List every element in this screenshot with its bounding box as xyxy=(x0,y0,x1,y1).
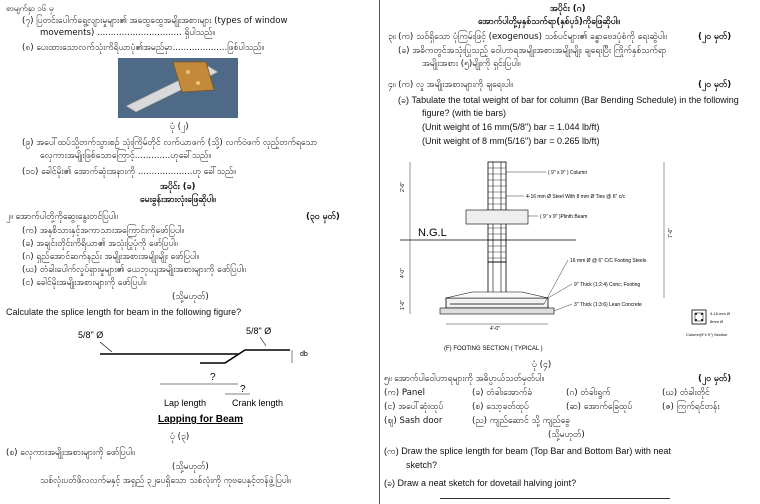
leader-line xyxy=(100,342,112,352)
figure-title: Lapping for Beam xyxy=(158,414,244,425)
question-text: အမျိုးအစား (၅)မျိုးကို ရှင်းပြပါ။ xyxy=(422,59,521,69)
figure-caption: ပုံ (၂) xyxy=(170,122,189,132)
question-text: (၁၀) ခေါင်မိုး၏ အောက်ဆုံးအနားကို ....................ဟု ခေါ်သည်။ xyxy=(22,167,236,177)
question-text: ၃။ (က) သဝ်ရှိသော ပုံကြမ်းဖြင့် (exogenous) သစ်ပင်များ၏ ခန္ဓာဗေဒပုံစံကို ရေးဆွဲပါ။ xyxy=(388,32,667,42)
dimension-label: 4'-0" xyxy=(490,326,500,332)
question-text: (Unit weight of 8 mm(5/16") bar = 0.265 lb/ft) xyxy=(422,136,600,146)
page-number: စာမျက်နှာ ၁၆ မှ xyxy=(6,4,54,13)
figure-caption: ပုံ (၃) xyxy=(170,432,190,442)
lap-length-label: Lap length xyxy=(164,398,207,408)
unknown-mark: ? xyxy=(240,384,246,395)
bar-dot xyxy=(701,313,703,315)
list-item: (ဂ) ရှည်အောင်ဆက်နည်း အမျိုးအစားအမျိုးမျိုး ဖော်ပြပါ။ xyxy=(22,252,199,262)
footing-section-figure xyxy=(396,158,756,360)
figure-title: (F) FOOTING SECTION ( TYPICAL ) xyxy=(444,346,543,352)
lapping-figure xyxy=(60,326,330,426)
right-column xyxy=(380,0,760,504)
section-title: Column(9"x 9") Section xyxy=(686,332,728,337)
question-text: (Unit weight of 16 mm(5/8") bar = 1.044 lb/ft) xyxy=(422,122,600,132)
question-text: (၇) ပြတင်းပေါက်ရွေ့လျားမှုများ၏ အထွေထွေအမျိုးအစားများ (types of window xyxy=(22,16,288,26)
question-text: Calculate the splice length for beam in the following figure? xyxy=(6,307,242,317)
section-instruction: အောက်ပါတို့မှနှစ်သက်ရာ(နှစ်ပုဒ်)ကိုဖြေဆိုပါ။ xyxy=(478,17,620,27)
dimension-label: 7'-6" xyxy=(668,228,674,238)
question-text: sketch? xyxy=(406,460,438,470)
column-section xyxy=(692,310,706,324)
term-item: (ည) ကျည်ဆောင် သို့ ကျည်ခွေ xyxy=(472,416,570,426)
bar-diameter-label: 5/8" Ø xyxy=(246,326,272,336)
term-item: (ဆ) အောက်ခြေထုပ် xyxy=(566,402,633,412)
question-text: movements) ............................... ရှိပါသည်။ xyxy=(40,28,215,38)
leader-line xyxy=(548,284,572,298)
lean-conc-label: 3" Thick (1:3:6) Lean Concrete xyxy=(574,302,642,308)
end-rule xyxy=(440,498,670,499)
term-item: (ဈ) Sash door xyxy=(384,416,443,426)
list-item: (ဃ) တံခါးပေါက်လှုပ်ရှားမှုများ၏ ယေဘုယျအမျိုးအစားများကို ဖော်ပြပါ။ xyxy=(22,265,246,275)
section-tie-label: 8mm Ø xyxy=(710,319,724,324)
list-item: (က) အနုစိသားနှင့်အကာသားအကြောင်းကိုဖော်ပြပါ။ xyxy=(22,226,185,236)
dimension-label: 4'-0" xyxy=(400,268,406,278)
question-text: (ခ) Tabulate the total weight of bar for column (Bar Bending Schedule) in the following xyxy=(398,95,739,105)
question-text: (၉) အပေါ်ထပ်သို့တက်သွားစဉ် သုံးကြိမ်တိုင် လက်ယာဖက် (သို့) လက်ဝဲဖက် လှည့်တက်ရသော xyxy=(22,138,318,148)
list-item: (င) ခေါင်မိုးအမျိုးအစားများကို ဖော်ပြပါ။ xyxy=(22,278,147,288)
rivet-icon xyxy=(186,70,190,74)
term-item: (ဃ) တံခါးတိုင် xyxy=(662,388,710,398)
leader-line xyxy=(554,304,572,311)
or-label: (သို့မဟုတ်) xyxy=(548,430,585,440)
column-label: ( 9" x 9" ) Column xyxy=(548,170,588,176)
question-text: ၄။ (က) လှု အမျိုးအစားများကို ချရေးပါ။ xyxy=(388,80,513,90)
lean-concrete xyxy=(440,308,554,314)
bar-dot xyxy=(695,313,697,315)
dimension-label: 2'-6" xyxy=(400,182,406,192)
plinth-label: ( 9" x 9" )Plinth Beam xyxy=(540,214,588,220)
footing-slope xyxy=(446,292,548,298)
db-label: db xyxy=(300,351,308,358)
or-label: (သို့မဟုတ်) xyxy=(172,292,209,302)
section-title: အပိုင်း (ခ) xyxy=(160,182,196,192)
term-item: (င) အပေါ်ဆုံးထုပ် xyxy=(384,402,444,412)
bar-diameter-label: 5/8" Ø xyxy=(78,330,104,340)
question-heading: ၂။ အောက်ပါတို့ကိုဆွေးနွေးတင်ပြပါ။ xyxy=(6,212,118,222)
term-item: (ဂ) တံခါးရွက် xyxy=(566,388,611,398)
marks-label: (၂၀ မှတ်) xyxy=(698,80,732,90)
section-title: အပိုင်း (ဂ) xyxy=(550,4,586,14)
list-item: (ခ) အချင်းတိုင်းကိရိယာ၏ အသုံးပြုပုံကို ဖော်ပြပါ။ xyxy=(22,239,178,249)
rebar-right-cranked xyxy=(200,350,290,363)
footing-steel-label: 16 mm Ø @ 6" C/C Footing Steels xyxy=(570,258,647,264)
marks-label: (၃၀ မှတ်) xyxy=(306,212,340,222)
term-item: (ခ) တံခါးအောက်ခံ xyxy=(472,388,533,398)
bar-dot xyxy=(695,319,697,321)
question-text: (စ) လှေကားအမျိုးအစားများကို ဖော်ပြပါ။ xyxy=(6,448,135,458)
rivet-icon xyxy=(196,81,200,85)
marks-label: (၂၀ မှတ်) xyxy=(698,374,732,384)
question-heading: ၅။ အောက်ပါဝေါဟာရများကို အဓိပ္ပာယ်သတ်မှတ်ပါ။ xyxy=(384,374,545,384)
plinth-beam xyxy=(466,210,528,224)
term-item: (ဇ) ကြက်ရင်တန်း xyxy=(662,402,720,412)
question-text: သစ်လုံးပတ်ဖိလလက်မနှင့် အရှည် ၃၂ပေရှိသော သစ်လုံးကို ကုဗပေနှင့်တန်ဖွဲ့ပြပါ။ xyxy=(40,476,291,486)
footing-conc-label: 9" Thick (1:2:4) Conc; Footing xyxy=(574,282,641,288)
section-bar-label: 4-16 mm Ø xyxy=(710,311,731,316)
section-instruction: မေးခွန်းအားလုံးဖြေဆိုပါ။ xyxy=(140,195,216,205)
leader-line xyxy=(260,337,266,346)
term-item: (စ) သော့ခတ်ထုပ် xyxy=(472,402,529,412)
question-text: (က) Draw the splice length for beam (Top Bar and Bottom Bar) with neat xyxy=(384,446,671,456)
marks-label: (၂၀ မှတ်) xyxy=(698,32,732,42)
steel-label: 4-16 mm Ø Steel With 8 mm Ø Ties @ 6" c/c xyxy=(526,194,626,200)
crank-length-label: Crank length xyxy=(232,398,284,408)
figure-caption: ပုံ (၄) xyxy=(532,360,552,370)
bar-dot xyxy=(701,319,703,321)
ngl-label: N.G.L xyxy=(418,227,447,239)
tool-figure xyxy=(118,58,238,118)
question-text: (ခ) Draw a neat sketch for dovetail halving joint? xyxy=(384,478,577,488)
question-text: (ခ) အဓိကတွင်အသုံးပြုသည့် ဝေါဟာရအမျိုးအစားအမျိုးမျိုး ချရေးပြီး ကြိုက်နှစ်သက်ရာ xyxy=(398,46,667,56)
or-label: (သို့မဟုတ်) xyxy=(172,462,209,472)
footing-slab xyxy=(446,298,548,308)
unknown-mark: ? xyxy=(210,372,216,383)
column-stub xyxy=(488,262,506,294)
question-text: လှေကားအမျိုးဖြစ်သောကြောင့်.............ဟုခေါ်သည်။ xyxy=(40,151,211,161)
term-item: (က) Panel xyxy=(384,388,426,398)
leader-line xyxy=(544,260,568,304)
question-text: figure? (with tie bars) xyxy=(422,108,507,118)
dimension-label: 1'-6" xyxy=(400,300,406,310)
question-text: (၈) ပေးထားသောလက်သုံးကိရိယာပုံ၏အမည်မှာ....................ဖြစ်ပါသည်။ xyxy=(22,43,264,53)
